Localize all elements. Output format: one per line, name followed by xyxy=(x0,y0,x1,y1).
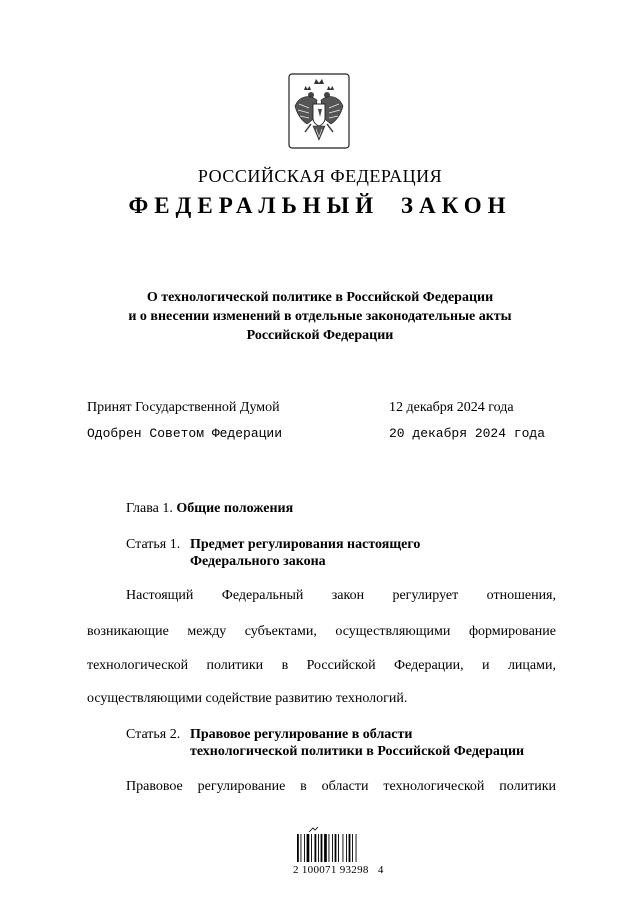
adoption-council-label: Одобрен Советом Федерации xyxy=(87,426,283,441)
barcode-bar xyxy=(324,834,327,862)
article-number: Статья 1. xyxy=(126,537,181,552)
article-2-heading xyxy=(126,726,566,762)
barcode-bar xyxy=(335,834,337,862)
barcode-number: 2 100071 93298 4 xyxy=(293,864,384,876)
barcode-mark-icon xyxy=(309,827,318,832)
barcode-bars-icon xyxy=(297,827,357,862)
chapter-heading xyxy=(126,501,293,517)
law-title xyxy=(80,288,560,345)
barcode-bar xyxy=(332,834,333,862)
adoption-duma-label: Принят Государственной Думой xyxy=(87,400,280,415)
article-1-text-line: возникающие между субъектами, осуществляющими формирование xyxy=(87,624,556,639)
article-name-line: Правовое регулирование в области xyxy=(190,727,413,742)
article-number: Статья 2. xyxy=(126,727,181,742)
barcode-bar xyxy=(349,834,351,862)
barcode-bar xyxy=(338,834,339,862)
barcode-bar xyxy=(352,834,353,862)
article-1-text-line: технологической политики в Российской Федерации, и лицами, xyxy=(87,658,556,673)
barcode-bar xyxy=(304,834,305,862)
barcode-bar xyxy=(311,834,312,862)
article-1-text-line: Настоящий Федеральный закон регулирует отношения, xyxy=(126,588,556,603)
barcode-bar xyxy=(329,834,330,862)
barcode-bar xyxy=(321,834,323,862)
adoption-council-date: 20 декабря 2024 года xyxy=(389,426,546,441)
coat-of-arms-emblem-icon xyxy=(287,72,351,150)
chapter-prefix: Глава 1. xyxy=(126,501,173,516)
barcode-bar xyxy=(343,834,344,862)
article-name xyxy=(190,536,420,570)
country-name: РОССИЙСКАЯ ФЕДЕРАЦИЯ xyxy=(197,166,443,186)
barcode-bar xyxy=(315,834,317,862)
article-name-line: технологической политики в Российской Федерации xyxy=(190,744,525,759)
article-1-heading xyxy=(126,536,566,572)
barcode-bar xyxy=(301,834,302,862)
barcode-bar xyxy=(318,834,319,862)
barcode-bar xyxy=(297,834,299,862)
article-1-text-line: осуществляющими содействие развитию технологий. xyxy=(87,691,408,706)
article-name-line: Федерального закона xyxy=(190,554,326,569)
barcode-bar xyxy=(346,834,347,862)
article-name-line: Предмет регулирования настоящего xyxy=(190,537,421,552)
chapter-name: Общие положения xyxy=(176,501,294,516)
law-title-line: и о внесении изменений в отдельные законодательные акты xyxy=(128,309,512,324)
article-name xyxy=(190,726,524,760)
barcode-bar xyxy=(307,834,310,862)
law-title-line: Российской Федерации xyxy=(246,328,394,343)
barcode-bar xyxy=(356,834,357,862)
law-type-heading: ФЕДЕРАЛЬНЫЙ ЗАКОН xyxy=(128,193,512,218)
adoption-duma-date: 12 декабря 2024 года xyxy=(389,400,514,415)
law-title-line: О технологической политике в Российской Федерации xyxy=(146,290,494,305)
article-2-text-line: Правовое регулирование в области технологической политики xyxy=(126,779,556,794)
